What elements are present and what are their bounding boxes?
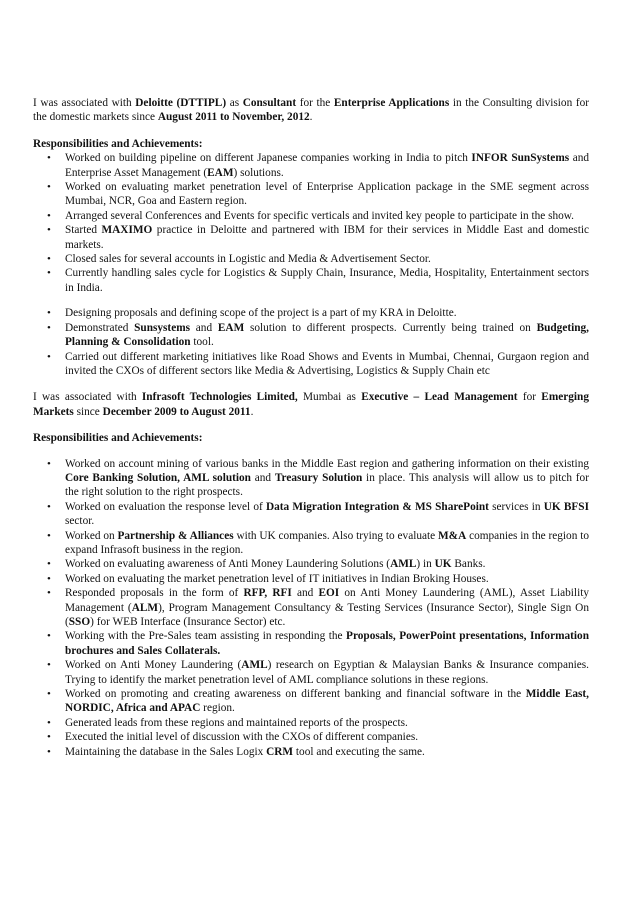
bold-text: Treasury Solution bbox=[274, 471, 363, 484]
bullet-item bbox=[33, 151, 589, 180]
bullet-item bbox=[33, 730, 589, 744]
bold-text: Emerging Markets bbox=[33, 391, 589, 418]
text-run: for the bbox=[296, 97, 334, 109]
text-run: and bbox=[190, 321, 218, 334]
bold-text: Budgeting, Planning & Consolidation bbox=[65, 321, 589, 349]
bold-text: Proposals, PowerPoint presentations, Information brochures and Sales Collaterals. bbox=[65, 630, 589, 657]
bold-text: UK BFSI bbox=[543, 500, 589, 513]
text-run: solution to different prospects. Currently being trained on bbox=[244, 321, 537, 334]
text-run: since bbox=[73, 405, 103, 418]
bullet-item bbox=[33, 572, 589, 586]
text-run: ), Program Management Consultancy & Testing Services (Insurance Sector), Single Sign On ( bbox=[65, 601, 589, 628]
infrasoft-intro bbox=[33, 390, 589, 419]
text-run: . bbox=[250, 405, 254, 418]
text-run: Mumbai as bbox=[297, 391, 362, 404]
text-run: I was associated with bbox=[33, 97, 136, 109]
bullet-item bbox=[33, 586, 589, 629]
text-run: Worked on account mining of various banks in the Middle East region and gathering information on their existing bbox=[65, 457, 589, 470]
bold-text: Data Migration Integration & MS SharePoint bbox=[265, 500, 489, 513]
bullet-item bbox=[33, 557, 589, 571]
text-run: ) solutions. bbox=[233, 166, 284, 179]
text-run: ) for WEB Interface (Insurance Sector) etc. bbox=[90, 616, 286, 628]
bullet-item bbox=[33, 306, 589, 320]
bullet-item bbox=[33, 266, 589, 295]
text-run: Maintaining the database in the Sales Logix bbox=[65, 745, 267, 758]
responsibilities-heading: Responsibilities and Achievements: bbox=[33, 137, 203, 150]
bold-text: Deloitte (DTTIPL) bbox=[135, 97, 227, 109]
bold-text: Enterprise Applications bbox=[333, 97, 450, 109]
bullet-item bbox=[33, 180, 589, 209]
bold-text: AML bbox=[390, 558, 417, 571]
text-run: Worked on evaluating market penetration level of Enterprise Application package in the SME segment across Mumbai, NCR, Goa and Eastern region. bbox=[65, 181, 589, 208]
text-run: Closed sales for several accounts in Logistic and Media & Advertisement Sector. bbox=[65, 253, 431, 266]
resume-page bbox=[33, 96, 589, 759]
text-run: sector. bbox=[65, 515, 95, 528]
text-run: Worked on bbox=[65, 529, 118, 542]
bold-text: Infrasoft Technologies Limited, bbox=[141, 391, 298, 404]
bullet-item bbox=[33, 457, 589, 500]
bullet-item bbox=[33, 252, 589, 266]
bold-text: December 2009 to August 2011 bbox=[102, 405, 251, 418]
bullet-item bbox=[33, 629, 589, 658]
text-run: Designing proposals and defining scope of the project is a part of my KRA in Deloitte. bbox=[65, 307, 457, 320]
bold-text: Middle East, NORDIC, Africa and APAC bbox=[65, 688, 589, 715]
text-run: Worked on evaluating the market penetration level of IT initiatives in Indian Broking Houses. bbox=[65, 572, 489, 585]
text-run: with UK companies. Also trying to evaluate bbox=[233, 529, 438, 542]
bold-text: EOI bbox=[318, 587, 340, 600]
bold-text: Sunsystems bbox=[134, 321, 191, 334]
text-run: in place. This analysis will allow us to pitch for the right solution to the right prospects. bbox=[65, 471, 589, 499]
text-run: and bbox=[250, 471, 275, 484]
text-run: Banks. bbox=[451, 558, 486, 571]
text-run: Worked on evaluating awareness of Anti Money Laundering Solutions ( bbox=[65, 558, 391, 571]
bold-text: Core Banking Solution, AML solution bbox=[65, 471, 251, 484]
text-run: and Enterprise Asset Management ( bbox=[65, 152, 589, 179]
bold-text: August 2011 to November, 2012 bbox=[157, 111, 310, 124]
bold-text: RFP, RFI bbox=[243, 587, 292, 600]
bullet-item bbox=[33, 716, 589, 730]
bold-text: EAM bbox=[207, 166, 234, 179]
text-run: Started bbox=[65, 224, 102, 237]
deloitte-bullets-b bbox=[33, 306, 589, 378]
text-run: Currently handling sales cycle for Logistics & Supply Chain, Insurance, Media, Hospitality, Entertainment sectors in India. bbox=[65, 267, 589, 294]
bullet-item bbox=[33, 687, 589, 716]
text-run: . bbox=[309, 111, 313, 124]
text-run: I was associated with bbox=[33, 391, 142, 404]
bold-text: UK bbox=[434, 558, 452, 571]
text-run: on Anti Money Laundering (AML), Asset Liability Management ( bbox=[65, 587, 589, 614]
text-run: Demonstrated bbox=[65, 321, 135, 334]
text-run: Generated leads from these regions and maintained reports of the prospects. bbox=[65, 716, 408, 729]
bold-text: CRM bbox=[266, 745, 294, 758]
bullet-item bbox=[33, 350, 589, 379]
text-run: Working with the Pre-Sales team assisting in responding the bbox=[65, 630, 347, 643]
bold-text: ALM bbox=[131, 601, 159, 614]
bold-text: EAM bbox=[217, 321, 245, 334]
bullet-item bbox=[33, 500, 589, 529]
bullet-item bbox=[33, 209, 589, 223]
text-run: in the Consulting division for the domestic markets since bbox=[33, 97, 589, 124]
bold-text: SSO bbox=[68, 616, 91, 628]
responsibilities-heading-2: Responsibilities and Achievements: bbox=[33, 432, 203, 445]
infrasoft-bullets bbox=[33, 457, 589, 760]
text-run: region. bbox=[200, 702, 235, 715]
text-run: for bbox=[517, 391, 542, 404]
bold-text: INFOR SunSystems bbox=[471, 152, 570, 165]
text-run: companies in the region to expand Infrasoft business in the region. bbox=[65, 529, 589, 556]
bold-text: AML bbox=[241, 659, 268, 672]
text-run: ) research on Egyptian & Malaysian Banks & Insurance companies. Trying to identify the market penetration level of AML compliance solutions in these regions. bbox=[65, 659, 589, 686]
text-run: practice in Deloitte and partnered with IBM for their services in Middle East and domestic markets. bbox=[65, 224, 589, 251]
text-run: services in bbox=[488, 500, 544, 513]
text-run: Worked on building pipeline on different Japanese companies working in India to pitch bbox=[65, 152, 472, 165]
bold-text: Executive – Lead Management bbox=[361, 391, 518, 404]
text-run: tool. bbox=[190, 336, 214, 349]
text-run: and bbox=[291, 587, 319, 600]
text-run: tool and executing the same. bbox=[293, 745, 425, 758]
text-run: Worked on promoting and creating awareness on different banking and financial software in the bbox=[65, 688, 526, 701]
text-run: Worked on evaluation the response level of bbox=[65, 500, 266, 513]
bullet-item bbox=[33, 223, 589, 252]
text-run: ) in bbox=[416, 558, 435, 571]
text-run: Responded proposals in the form of bbox=[65, 587, 244, 600]
text-run: as bbox=[226, 97, 243, 109]
text-run: Arranged several Conferences and Events for specific verticals and invited key people to participate in the show. bbox=[65, 209, 575, 222]
bullet-item bbox=[33, 745, 589, 759]
bullet-item bbox=[33, 321, 589, 350]
deloitte-intro bbox=[33, 96, 589, 125]
deloitte-bullets-a bbox=[33, 151, 589, 295]
text-run: Executed the initial level of discussion with the CXOs of different companies. bbox=[65, 731, 419, 744]
text-run: Worked on Anti Money Laundering ( bbox=[65, 659, 242, 672]
bold-text: M&A bbox=[438, 529, 467, 542]
bold-text: MAXIMO bbox=[101, 224, 153, 237]
text-run: Carried out different marketing initiatives like Road Shows and Events in Mumbai, Chennai, Gurgaon region and invited the CXOs of different sectors like Media & Advertising, Logistics & Supply Chain etc bbox=[65, 350, 589, 377]
bullet-item bbox=[33, 529, 589, 558]
bold-text: Partnership & Alliances bbox=[117, 529, 234, 542]
bold-text: Consultant bbox=[242, 97, 297, 109]
bullet-item bbox=[33, 658, 589, 687]
